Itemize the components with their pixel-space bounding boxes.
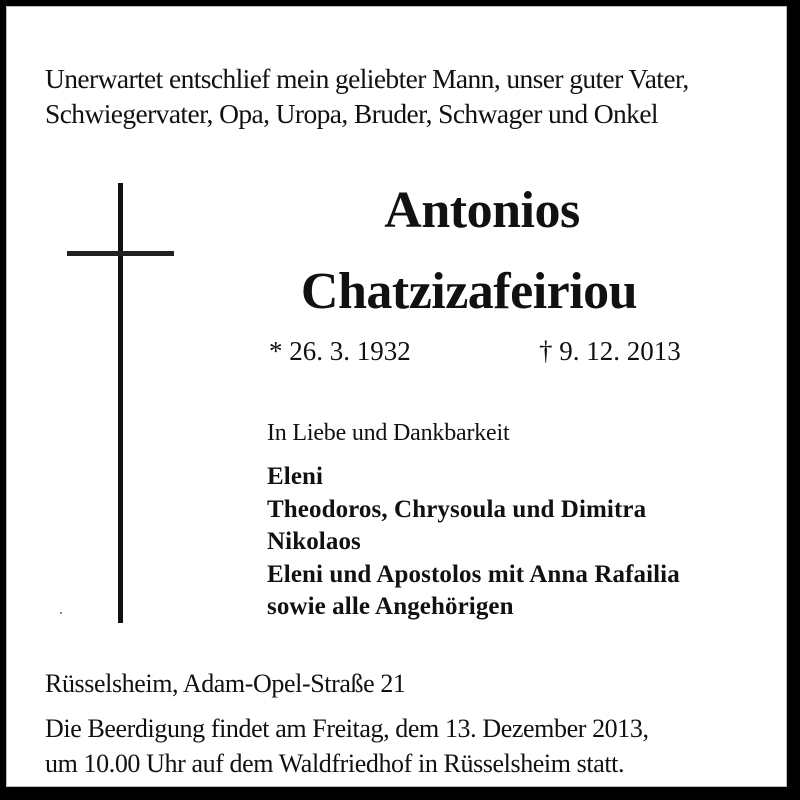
mourner-line: Eleni <box>267 463 324 490</box>
mourners-list <box>267 461 680 624</box>
birth-date: * 26. 3. 1932 <box>269 336 411 366</box>
funeral-info <box>45 711 649 781</box>
print-speck <box>60 612 62 614</box>
intro-text <box>45 61 689 131</box>
mourner-line: Nikolaos <box>267 528 361 555</box>
deceased-first-name: Antonios <box>384 182 580 239</box>
obituary-notice <box>6 6 787 787</box>
mourner-line: Theodoros, Chrysoula und Dimitra <box>267 495 647 523</box>
cross-vertical-bar <box>118 183 123 623</box>
funeral-line-1: Die Beerdigung findet am Freitag, dem 13. Dezember 2013, <box>45 714 649 743</box>
intro-line-2: Schwiegervater, Opa, Uropa, Bruder, Schwager und Onkel <box>45 98 658 129</box>
address: Rüsselsheim, Adam-Opel-Straße 21 <box>45 669 406 698</box>
death-date: † 9. 12. 2013 <box>539 336 681 366</box>
thanks-line: In Liebe und Dankbarkeit <box>267 420 510 446</box>
cross-horizontal-bar <box>67 251 174 256</box>
intro-line-1: Unerwartet entschlief mein geliebter Mann, unser guter Vater, <box>45 63 689 94</box>
mourner-line: sowie alle Angehörigen <box>267 593 514 620</box>
mourner-line: Eleni und Apostolos mit Anna Rafailia <box>267 560 680 588</box>
deceased-last-name: Chatzizafeiriou <box>300 263 638 320</box>
funeral-line-2: um 10.00 Uhr auf dem Waldfriedhof in Rüsselsheim statt. <box>45 749 625 778</box>
